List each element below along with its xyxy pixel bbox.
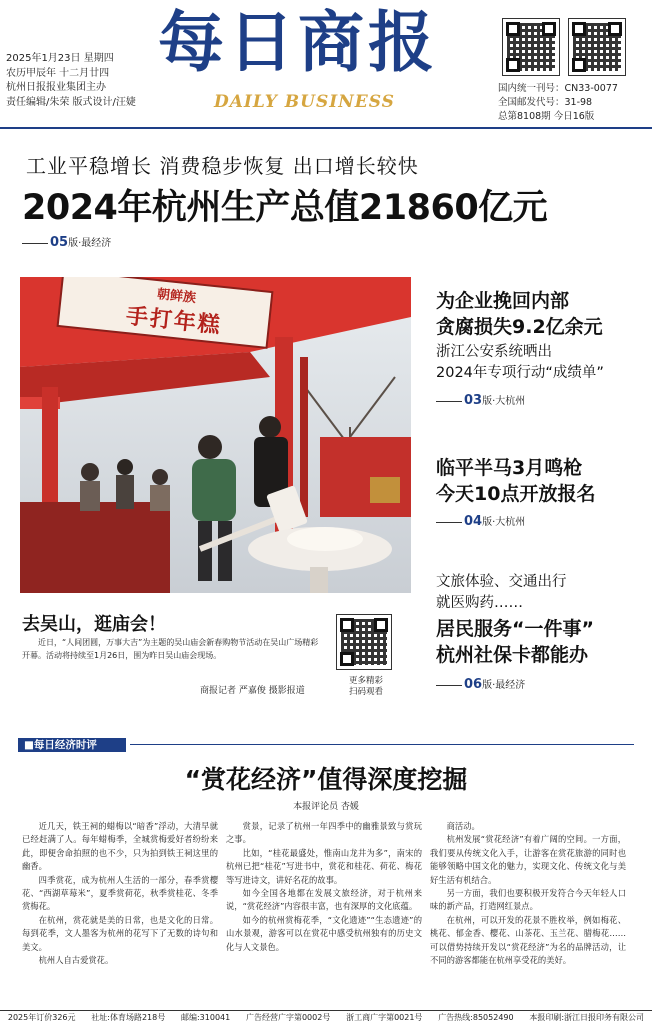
- ref-page-number: 05: [50, 235, 69, 250]
- story-title-line: 为企业挽回内部: [436, 290, 570, 312]
- masthead-rule: [0, 127, 652, 129]
- paragraph: 在杭州，可以开发的花景不胜枚举，例如梅花、桃花、郁金香、樱花、山茶花、玉兰花、腊梅花……可以借势持续开发以“赏花经济”为名的品牌活动，让不同的游客都能在杭州享受花的美好。: [430, 914, 626, 966]
- lead-page-ref[interactable]: [22, 234, 111, 250]
- footer-postcode: 邮编:310041: [180, 1013, 231, 1022]
- lead-subheadline: 工业平稳增长 消费稳步恢复 出口增长较快: [26, 154, 419, 178]
- commentary-column-2: [226, 820, 422, 954]
- commentary-column-3: [430, 820, 626, 967]
- sign-line-1: 朝鲜族: [156, 287, 197, 307]
- paragraph: 近几天，铁王祠的蜡梅以“暗香”浮动，大清早就已经赶满了人。每年蜡梅季，全城赏梅爱好者纷纷来此，即便舍命拍照的也不少，只为拍到铁王祠这里的幽香。: [22, 821, 218, 872]
- scan-hint-line: 扫码观看: [348, 687, 383, 697]
- story-title-line: 贪腐损失9.2亿余元: [436, 316, 603, 338]
- paragraph: 在杭州，赏花就是美的日常，也是文化的日常。每到花季，文人墨客为杭州的花写下了无数的诗句和美文。: [22, 914, 218, 952]
- photo-caption-body: 近日，“人间团圆，万事大吉”为主题的吴山庙会新春购物节活动在吴山广场精彩开幕。活动将持续至1月26日，围为昨日吴山庙会现场。: [22, 638, 319, 660]
- right-story-2[interactable]: [436, 455, 595, 529]
- qr-finder: [572, 58, 586, 72]
- paragraph: 另一方面，我们也要积极开发符合今天年轻人口味的新产品，打造网红景点。: [430, 888, 626, 912]
- ref-section: 版·大杭州: [482, 396, 526, 407]
- story-title-line: 临平半马3月鸣枪: [436, 457, 583, 479]
- ref-page-number: 04: [464, 514, 483, 529]
- paragraph: 杭州发展“赏花经济”有着广阔的空间。一方面，我们要从传统文化入手，让游客在赏花旅游的同时也能够领略中国文化的魅力，实现文化、传统文化与美好生活有机结合。: [430, 834, 626, 885]
- footer-price: 2025年订价326元: [7, 1013, 76, 1022]
- photo-credit: 商报记者 严嘉俊 摄影报道: [200, 686, 305, 696]
- qr-finder: [374, 618, 388, 632]
- lunar-date-line: 农历甲辰年 十二月廿四: [6, 67, 110, 79]
- page-footer: [0, 1010, 652, 1025]
- qr-finder: [572, 22, 586, 36]
- qr-finder: [340, 618, 354, 632]
- qr-code-icon[interactable]: [568, 18, 626, 76]
- qr-finder: [506, 22, 520, 36]
- ref-section: 版·大杭州: [482, 517, 526, 528]
- story-kicker-line: 就医购药……: [436, 595, 523, 611]
- ref-dash: [436, 401, 462, 402]
- paragraph: 四季赏花，成为杭州人生活的一部分，春季赏樱花、“西湖草莓米”，夏季赏荷花，秋季赏桂花、冬季赏梅花。: [22, 874, 218, 912]
- column-tag: ■每日经济时评: [18, 738, 126, 752]
- story-page-ref: [436, 513, 595, 529]
- masthead-info: [6, 52, 156, 110]
- qr-finder: [506, 58, 520, 72]
- newspaper-logo-english: DAILY BUSINESS: [214, 92, 395, 112]
- paragraph: 如今全国各地都在发展文旅经济，对于杭州来说，“赏花经济”内容很丰富，也有深厚的文化底蕴。: [226, 888, 422, 912]
- footer-printer: 本报印刷:浙江日报印务有限公司: [529, 1013, 645, 1022]
- right-story-1[interactable]: [436, 288, 604, 408]
- commentary-title[interactable]: “赏花经济”值得深度挖掘: [184, 765, 468, 794]
- footer-ad-license: 广告经营广字第0002号: [245, 1013, 331, 1022]
- story-title-line: 今天10点开放报名: [436, 483, 596, 505]
- paragraph: 商活动。: [446, 821, 480, 831]
- ref-section: 版·最经济: [482, 680, 526, 691]
- publication-info: [498, 82, 648, 124]
- story-title-line: 居民服务“一件事”: [436, 618, 594, 640]
- cn-number: 国内统一刊号：CN33-0077: [498, 83, 618, 94]
- story-page-ref: [436, 676, 594, 692]
- lead-headline[interactable]: 2024年杭州生产总值21860亿元: [22, 188, 548, 228]
- footer-ad-license: 浙工商广字第0021号: [346, 1013, 423, 1022]
- photo-caption-title[interactable]: 去吴山，逛庙会！: [22, 614, 166, 635]
- scan-hint: [334, 676, 398, 698]
- paragraph: 如今的杭州赏梅花季，“文化遗迹”“生态遗迹”的山水景观，游客可以在赏花中感受杭州独有的历史文化与人文景色。: [226, 914, 422, 952]
- paragraph: 杭州人自古爱赏花。: [38, 955, 114, 966]
- qr-finder: [340, 652, 354, 666]
- editors-line: 责任编辑/朱荣 版式设计/汪婕: [6, 96, 136, 108]
- ref-dash: [436, 685, 462, 686]
- issue-number: 总第8108期 今日16版: [498, 111, 595, 122]
- sponsor-line: 杭州日报报业集团主办: [6, 82, 106, 93]
- right-story-3[interactable]: [436, 572, 594, 692]
- story-subtitle-line: 2024年专项行动“成绩单”: [436, 365, 604, 381]
- scan-hint-line: 更多精彩: [348, 676, 383, 686]
- story-subtitle-line: 浙江公安系统晒出: [436, 344, 552, 360]
- qr-code-icon[interactable]: [336, 614, 392, 670]
- footer-phone: 广告热线:85052490: [438, 1013, 514, 1022]
- ref-page-number: 06: [464, 677, 483, 692]
- ref-page-number: 03: [464, 393, 483, 408]
- story-title-line: 杭州社保卡都能办: [436, 644, 589, 666]
- temple-fair-photo[interactable]: [20, 277, 411, 593]
- sign-line-2: 手打年糕: [124, 303, 223, 339]
- qr-finder: [608, 22, 622, 36]
- story-kicker-line: 文旅体验、交通出行: [436, 574, 567, 590]
- qr-finder: [542, 22, 556, 36]
- story-page-ref: [436, 392, 604, 408]
- commentary-byline: 本报评论员 杏媛: [293, 802, 359, 812]
- paragraph: 赏景，记录了杭州一年四季中的幽雅景致与赏玩之事。: [226, 821, 422, 845]
- column-rule: [130, 744, 634, 745]
- postal-code: 全国邮发代号：31-98: [498, 97, 593, 108]
- ref-section: 版·最经济: [68, 238, 112, 249]
- newspaper-logo: 每日商报: [158, 3, 438, 81]
- ref-dash: [436, 522, 462, 523]
- paragraph: 比如，“桂花最盛处，惟南山龙井为多”，南宋的杭州已把“桂花”写进书中，赏花和桂花、荷花、梅花等写进诗文，讲好名花的故事。: [226, 847, 422, 885]
- qr-code-icon[interactable]: [502, 18, 560, 76]
- footer-address: 社址:体育场路218号: [91, 1013, 166, 1022]
- commentary-column-1: [22, 820, 218, 967]
- date-line: 2025年1月23日 星期四: [6, 53, 114, 64]
- ref-dash: [22, 243, 48, 244]
